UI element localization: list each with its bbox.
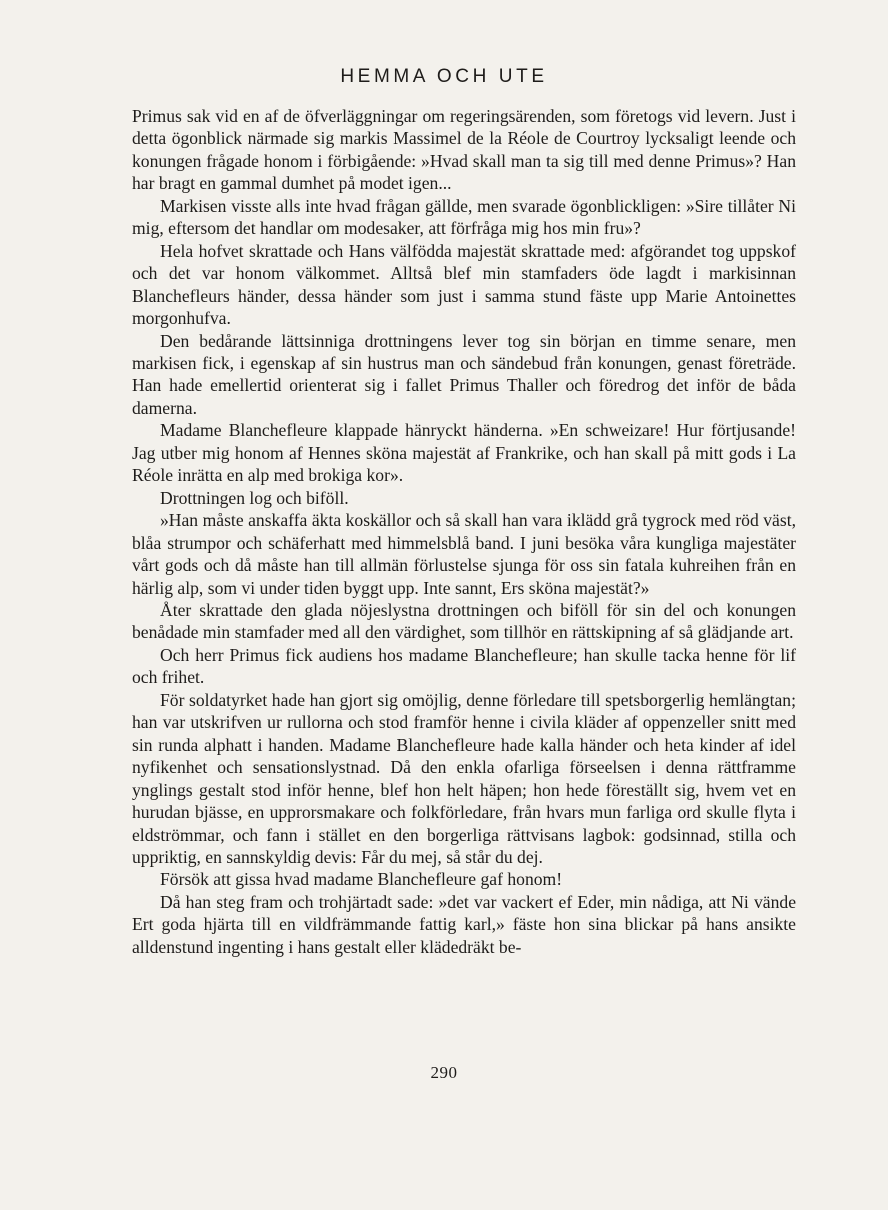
paragraph: Då han steg fram och trohjärtadt sade: »det var vackert ef Eder, min nådiga, att Ni vände Ert goda hjärta till en vildfrämmande fattig karl,» fäste hon sina blickar på hans ansikte alldenstund ingenting i hans gestalt eller klädedräkt be- xyxy=(132,891,796,957)
paragraph: Åter skrattade den glada nöjeslystna drottningen och biföll för sin del och konungen benådade min stamfader med all den värdighet, som tillhör en rättskipning af så glädjande art. xyxy=(132,599,796,643)
paragraph: För soldatyrket hade han gjort sig omöjlig, denne förledare till spetsborgerlig hemlängtan; han var utskrifven ur rullorna och stod framför henne i civila kläder af oppenzeller snitt med sin runda alphatt i handen. Madame Blanchefleure hade kalla händer och heta kinder af idel nyfikenhet och sensationslystnad. Då den enkla ofarliga förseelsen i denna rättframme ynglings gestalt stod inför henne, blef hon helt häpen; hon hede föreställt sig, hvem vet en hurudan bjässe, en upprorsmakare och folkförledare, från hvars mun farliga ord skulle flyta i eldströmmar, och fann i stället en den borgerliga rättvisans lagbok: godsinnad, stilla och uppriktig, en sannskyldig devis: Får du mej, så står du dej. xyxy=(132,689,796,867)
paragraph: Markisen visste alls inte hvad frågan gällde, men svarade ögonblickligen: »Sire tillåter Ni mig, eftersom det handlar om modesaker, att förfråga mig hos min fru»? xyxy=(132,195,796,239)
paragraph: Madame Blanchefleure klappade hänryckt händerna. »En schweizare! Hur förtjusande! Jag utber mig honom af Hennes sköna majestät af Frankrike, och han skall på mitt gods i La Réole inrätta en alp med brokiga kor». xyxy=(132,420,796,486)
page-number: 290 xyxy=(430,1063,458,1082)
paragraph: Försök att gissa hvad madame Blanchefleure gaf honom! xyxy=(160,869,563,890)
body-text xyxy=(132,105,796,958)
paragraph: Och herr Primus fick audiens hos madame Blanchefleure; han skulle tacka henne för lif och frihet. xyxy=(132,644,796,688)
running-title: HEMMA OCH UTE xyxy=(340,66,548,87)
paragraph: Den bedårande lättsinniga drottningens lever tog sin början en timme senare, men markisen fick, i egenskap af sin hustrus man och sändebud från konungen, genast företräde. Han hade emellertid orienterat sig i fallet Primus Thaller och föredrog det inför de båda damerna. xyxy=(132,330,796,418)
paragraph: Primus sak vid en af de öfverläggningar om regeringsärenden, som företogs vid levern. Just i detta ögonblick närmade sig markis Massimel de la Réole de Courtroy lycksaligt leende och konungen frågade honom i förbigående: »Hvad skall man ta sig till med denne Primus»? Han har bragt en gammal dumhet på modet igen... xyxy=(132,106,796,194)
paragraph: Drottningen log och biföll. xyxy=(160,487,349,508)
paragraph: Hela hofvet skrattade och Hans välfödda majestät skrattade med: afgörandet tog uppskof och det var honom välkommet. Alltså blef min stamfaders öde lagdt i markisinnan Blanchefleurs händer, dessa händer som just i samma stund fäste upp Marie Antoinettes morgonhufva. xyxy=(132,240,796,329)
paragraph: »Han måste anskaffa äkta koskällor och så skall han vara iklädd grå tygrock med röd väst, blåa strumpor och schäferhatt med himmelsblå band. I juni besöka våra kungliga majestäter vårt gods och då måste han till allmän förlustelse sjunga för oss sin fatala kuhreihen från en härlig alp, som vi under tiden byggt upp. Inte sannt, Ers sköna majestät?» xyxy=(132,510,796,598)
